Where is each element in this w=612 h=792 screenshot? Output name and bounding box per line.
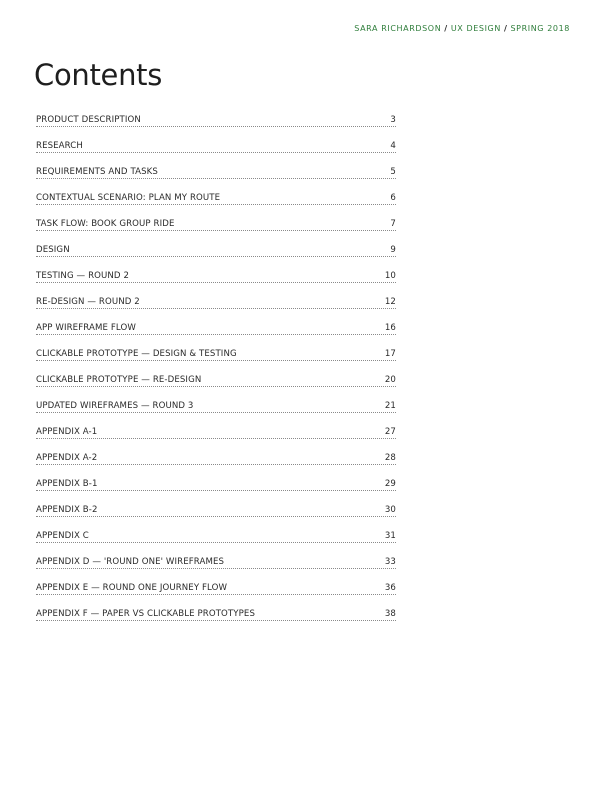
toc-entry-line xyxy=(36,609,396,621)
toc-entry-label: TASK FLOW: BOOK GROUP RIDE xyxy=(36,219,175,229)
toc-entry[interactable] xyxy=(36,517,396,543)
toc-entry[interactable] xyxy=(36,439,396,465)
toc-entry-page-number: 28 xyxy=(384,453,396,463)
toc-entry-line xyxy=(36,245,396,257)
toc-entry[interactable] xyxy=(36,413,396,439)
toc-entry[interactable] xyxy=(36,101,396,127)
toc-entry-label: APPENDIX B-1 xyxy=(36,479,98,489)
toc-entry-page-number: 29 xyxy=(384,479,396,489)
toc-entry-page-number: 4 xyxy=(390,141,396,151)
toc-entry-line xyxy=(36,583,396,595)
toc-entry-label: APPENDIX D — 'ROUND ONE' WIREFRAMES xyxy=(36,557,225,567)
toc-entry-line xyxy=(36,141,396,153)
toc-entry-label: APPENDIX C xyxy=(36,531,89,541)
toc-entry-label: APPENDIX F — PAPER VS CLICKABLE PROTOTYPES xyxy=(36,609,255,619)
toc-entry-page-number: 31 xyxy=(384,531,396,541)
toc-entry-line xyxy=(36,401,396,413)
toc-entry-line xyxy=(36,427,396,439)
toc-entry-label: APPENDIX A-1 xyxy=(36,427,98,437)
header-author: SARA RICHARDSON xyxy=(354,24,442,33)
toc-entry[interactable] xyxy=(36,283,396,309)
toc-entry-label: RE-DESIGN — ROUND 2 xyxy=(36,297,140,307)
toc-entry-page-number: 5 xyxy=(390,167,396,177)
toc-entry-page-number: 3 xyxy=(390,115,396,125)
toc-entry-label: APP WIREFRAME FLOW xyxy=(36,323,136,333)
toc-entry-line xyxy=(36,505,396,517)
toc-entry-line xyxy=(36,349,396,361)
toc-entry-page-number: 36 xyxy=(384,583,396,593)
toc-entry-page-number: 20 xyxy=(384,375,396,385)
toc-entry-label: CONTEXTUAL SCENARIO: PLAN MY ROUTE xyxy=(36,193,221,203)
toc-entry-label: APPENDIX A-2 xyxy=(36,453,98,463)
toc-entry-page-number: 27 xyxy=(384,427,396,437)
page-title: Contents xyxy=(34,58,163,92)
toc-entry-line xyxy=(36,531,396,543)
toc-entry-page-number: 33 xyxy=(384,557,396,567)
toc-entry[interactable] xyxy=(36,491,396,517)
toc-entry-label: CLICKABLE PROTOTYPE — RE-DESIGN xyxy=(36,375,202,385)
toc-entry-page-number: 30 xyxy=(384,505,396,515)
toc-entry-page-number: 9 xyxy=(390,245,396,255)
toc-entry-page-number: 21 xyxy=(384,401,396,411)
toc-entry-line xyxy=(36,557,396,569)
toc-entry-label: APPENDIX E — ROUND ONE JOURNEY FLOW xyxy=(36,583,228,593)
toc-entry[interactable] xyxy=(36,569,396,595)
header-separator: / xyxy=(503,24,508,33)
toc-entry[interactable] xyxy=(36,465,396,491)
toc-entry-page-number: 17 xyxy=(384,349,396,359)
toc-entry-line xyxy=(36,167,396,179)
toc-entry-page-number: 6 xyxy=(390,193,396,203)
toc-entry-page-number: 7 xyxy=(390,219,396,229)
toc-entry[interactable] xyxy=(36,179,396,205)
toc-entry-page-number: 38 xyxy=(384,609,396,619)
toc-entry-line xyxy=(36,271,396,283)
toc-entry[interactable] xyxy=(36,309,396,335)
toc-entry-label: UPDATED WIREFRAMES — ROUND 3 xyxy=(36,401,194,411)
running-header xyxy=(354,24,570,33)
toc-entry[interactable] xyxy=(36,127,396,153)
toc-entry-label: RESEARCH xyxy=(36,141,83,151)
toc-entry[interactable] xyxy=(36,595,396,621)
header-term: SPRING 2018 xyxy=(510,24,570,33)
toc-entry-label: CLICKABLE PROTOTYPE — DESIGN & TESTING xyxy=(36,349,237,359)
toc-entry-line xyxy=(36,479,396,491)
toc-entry-line xyxy=(36,219,396,231)
toc-entry-page-number: 10 xyxy=(384,271,396,281)
toc-entry-label: REQUIREMENTS AND TASKS xyxy=(36,167,158,177)
toc-entry-label: PRODUCT DESCRIPTION xyxy=(36,115,141,125)
toc-entry-line xyxy=(36,323,396,335)
toc-entry[interactable] xyxy=(36,543,396,569)
toc-entry-page-number: 12 xyxy=(384,297,396,307)
toc-entry[interactable] xyxy=(36,387,396,413)
table-of-contents xyxy=(36,101,396,621)
toc-entry-label: TESTING — ROUND 2 xyxy=(36,271,130,281)
toc-entry[interactable] xyxy=(36,257,396,283)
toc-entry[interactable] xyxy=(36,205,396,231)
toc-entry[interactable] xyxy=(36,231,396,257)
toc-entry-page-number: 16 xyxy=(384,323,396,333)
toc-entry[interactable] xyxy=(36,335,396,361)
toc-entry[interactable] xyxy=(36,361,396,387)
toc-entry-line xyxy=(36,193,396,205)
toc-entry-line xyxy=(36,453,396,465)
header-course: UX DESIGN xyxy=(450,24,501,33)
toc-entry-label: DESIGN xyxy=(36,245,70,255)
toc-entry-label: APPENDIX B-2 xyxy=(36,505,98,515)
toc-entry-line xyxy=(36,375,396,387)
toc-entry[interactable] xyxy=(36,153,396,179)
toc-entry-line xyxy=(36,115,396,127)
toc-entry-line xyxy=(36,297,396,309)
header-separator: / xyxy=(444,24,448,33)
